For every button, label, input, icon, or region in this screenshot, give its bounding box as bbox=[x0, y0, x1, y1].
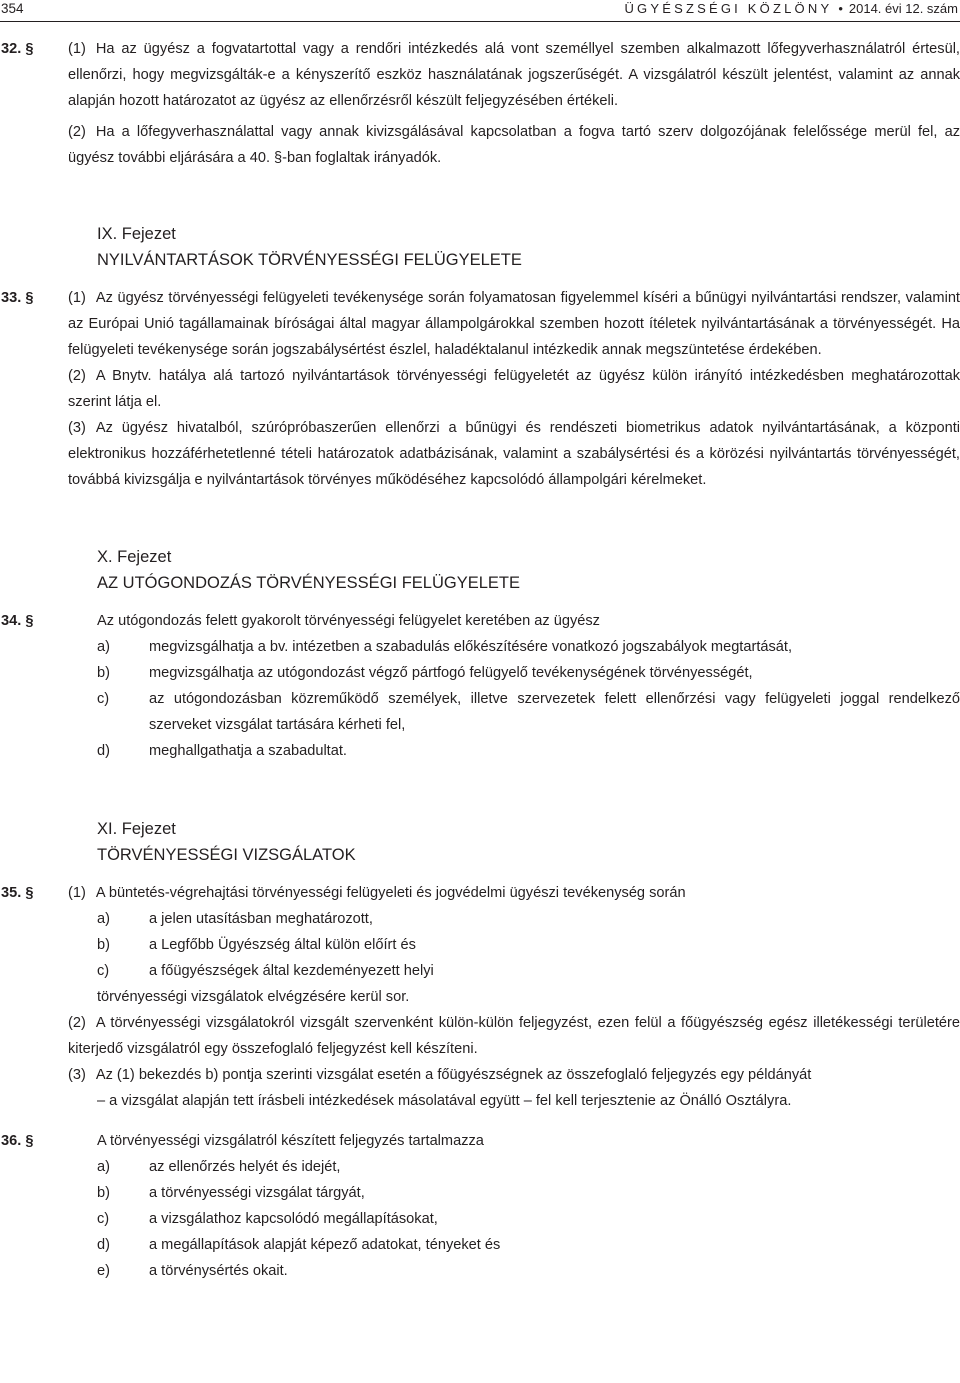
list-item: a) az ellenőrzés helyét és idejét, bbox=[97, 1159, 341, 1175]
header-bullet: • bbox=[838, 1, 843, 16]
chapter-number: X. Fejezet bbox=[97, 548, 172, 566]
list-item: e) a törvénysértés okait. bbox=[97, 1263, 288, 1279]
section-intro: A törvényességi vizsgálatról készített feljegyzés tartalmazza bbox=[97, 1133, 484, 1149]
list-item: d) meghallgathatja a szabadultat. bbox=[97, 743, 347, 759]
journal-name: ÜGYÉSZSÉGI KÖZLÖNY bbox=[624, 1, 833, 16]
paragraph-tail: törvényességi vizsgálatok elvégzésére kerül sor. bbox=[97, 989, 410, 1005]
paragraph-32-1 bbox=[68, 36, 960, 114]
paragraph-text: Az (1) bekezdés b) pontja szerinti vizsgálat esetén a főügyészségnek az összefoglaló feljegyzés egy példányát bbox=[95, 1067, 812, 1083]
paragraph-35-3-continued: – a vizsgálat alapján tett írásbeli intézkedések másolatával együtt – fel kell terjesztenie az Önálló Osztályra. bbox=[97, 1093, 792, 1109]
chapter-title: AZ UTÓGONDOZÁS TÖRVÉNYESSÉGI FELÜGYELETE bbox=[97, 574, 520, 592]
list-item: b) a Legfőbb Ügyészség által külön előírt és bbox=[97, 937, 416, 953]
list-item: c) a vizsgálathoz kapcsolódó megállapításokat, bbox=[97, 1211, 438, 1227]
paragraph-text: A Bnytv. hatálya alá tartozó nyilvántartások törvényességi felügyeletét az ügyész külön irányító intézkedésben meghatározottak szerint látja el. bbox=[68, 368, 960, 410]
paragraph-33-3 bbox=[68, 415, 960, 493]
chapter-heading-x bbox=[0, 544, 960, 596]
document-body bbox=[0, 36, 960, 1284]
journal-title bbox=[624, 0, 958, 18]
section-35 bbox=[0, 880, 960, 1114]
paragraph-33-2 bbox=[68, 363, 960, 415]
header-rule bbox=[0, 21, 960, 22]
chapter-title: NYILVÁNTARTÁSOK TÖRVÉNYESSÉGI FELÜGYELETE bbox=[97, 251, 522, 269]
chapter-title: TÖRVÉNYESSÉGI VIZSGÁLATOK bbox=[97, 846, 356, 864]
paragraph-number: (3) bbox=[68, 420, 86, 436]
paragraph-number: (1) bbox=[68, 41, 86, 57]
paragraph-35-1 bbox=[68, 880, 960, 906]
paragraph-number: (1) bbox=[68, 885, 86, 901]
chapter-heading-xi bbox=[0, 816, 960, 868]
list-item: b) a törvényességi vizsgálat tárgyát, bbox=[97, 1185, 365, 1201]
section-label: 32. § bbox=[1, 41, 34, 57]
item-list bbox=[97, 634, 960, 764]
section-label: 36. § bbox=[1, 1133, 34, 1149]
chapter-number: XI. Fejezet bbox=[97, 820, 176, 838]
paragraph-33-1 bbox=[68, 285, 960, 363]
section-label: 33. § bbox=[1, 290, 34, 306]
paragraph-35-2 bbox=[68, 1010, 960, 1062]
item-list bbox=[97, 1154, 960, 1284]
paragraph-text: Az ügyész hivatalból, szúrópróbaszerűen ellenőrzi a bűnügyi és rendészeti biometrikus adatok nyilvántartásának, a központi elektronikus hozzáférhetetlenné tételi határozatok adatbázisának, valamint a szabálysértési és a körözési nyilvántartás törvényességét, továbbá kivizsgálja e nyilvántartások törvényes működéséhez kapcsolódó állampolgári kérelmeket. bbox=[68, 420, 960, 488]
section-36 bbox=[0, 1128, 960, 1284]
section-34 bbox=[0, 608, 960, 764]
paragraph-text: Ha az ügyész a fogvatartottal vagy a rendőri intézkedés alá vont személlyel szemben alkalmazott lőfegyverhasználatról értesül, ellenőrzi, hogy megvizsgálták-e a kényszerítő eszköz használatának jogszerűségét. A vizsgálatról készült jelentést, valamint az annak alapján hozott határozatot az ügyész az ellenőrzésről készült feljegyzésében értékeli. bbox=[68, 41, 960, 109]
item-list bbox=[97, 906, 960, 984]
paragraph-number: (1) bbox=[68, 290, 86, 306]
paragraph-number: (2) bbox=[68, 1015, 86, 1031]
chapter-heading-ix bbox=[0, 221, 960, 273]
page-number: 354 bbox=[1, 1, 24, 16]
list-item: d) a megállapítások alapját képező adatokat, tényeket és bbox=[97, 1237, 501, 1253]
issue-label: 2014. évi 12. szám bbox=[848, 1, 958, 16]
section-33 bbox=[0, 285, 960, 493]
section-32 bbox=[0, 36, 960, 171]
paragraph-32-2 bbox=[68, 119, 960, 171]
list-item: a) megvizsgálhatja a bv. intézetben a szabadulás előkészítésére vonatkozó jogszabályok megtartását, bbox=[97, 639, 793, 655]
section-label: 34. § bbox=[1, 613, 34, 629]
paragraph-text: Ha a lőfegyverhasználattal vagy annak kivizsgálásával kapcsolatban a fogva tartó szerv dolgozójának felelőssége merül fel, az ügyész további eljárására a 40. §-ban foglaltak irányadók. bbox=[68, 124, 960, 166]
paragraph-text: A büntetés-végrehajtási törvényességi felügyeleti és jogvédelmi ügyészi tevékenység során bbox=[95, 885, 686, 901]
paragraph-number: (3) bbox=[68, 1067, 86, 1083]
paragraph-number: (2) bbox=[68, 368, 86, 384]
list-item: c) a főügyészségek által kezdeményezett helyi bbox=[97, 963, 434, 979]
section-intro: Az utógondozás felett gyakorolt törvényességi felügyelet keretében az ügyész bbox=[97, 613, 600, 629]
list-item: c) az utógondozásban közreműködő személyek, illetve szervezetek felett ellenőrzési vagy felügyeleti joggal rendelkező szerveket vizsgálat tartására kérheti fel, bbox=[97, 691, 960, 733]
list-item: a) a jelen utasításban meghatározott, bbox=[97, 911, 373, 927]
section-label: 35. § bbox=[1, 885, 34, 901]
paragraph-number: (2) bbox=[68, 124, 86, 140]
paragraph-text: Az ügyész törvényességi felügyeleti tevékenysége során folyamatosan figyelemmel kíséri a bűnügyi nyilvántartási rendszer, valamint az Európai Unió tagállamainak bíróságai által magyar állampolgárokkal szemben hozott ítéletek nyilvántartásának a törvényességét. Ha felügyeleti tevékenysége során jogszabálysértést észlel, haladéktalanul intézkedik annak megszüntetése érdekében. bbox=[68, 290, 960, 358]
page-header bbox=[0, 0, 960, 20]
list-item: b) megvizsgálhatja az utógondozást végző pártfogó felügyelő tevékenységének törvényességét, bbox=[97, 665, 753, 681]
paragraph-35-3 bbox=[68, 1062, 960, 1088]
paragraph-text: A törvényességi vizsgálatokról vizsgált szervenként külön-külön feljegyzést, ezen felül a főügyészség egész illetékességi területére kiterjedő vizsgálatról egy összefoglaló feljegyzést kell készíteni. bbox=[68, 1015, 960, 1057]
chapter-number: IX. Fejezet bbox=[97, 225, 176, 243]
